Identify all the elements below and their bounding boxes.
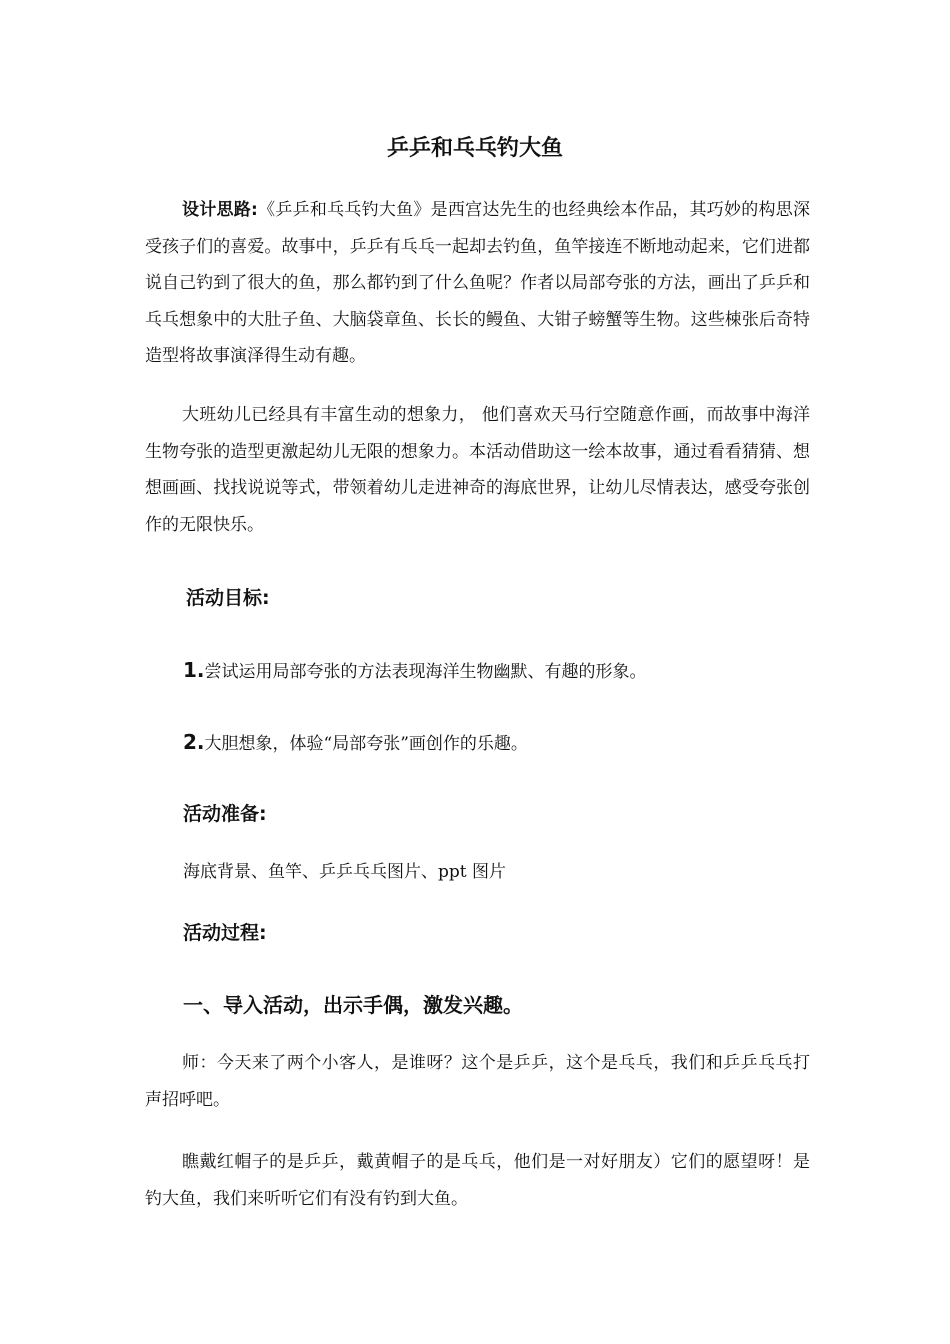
- goal-item: [183, 656, 647, 686]
- story-paragraph: 瞧戴红帽子的是乒乒，戴黄帽子的是乓乓，他们是一对好朋友）它们的愿望呀！是钓大鱼，我们来听听它们有没有钓到大鱼。: [145, 1152, 810, 1209]
- prep-text: 海底背景、鱼竿、乒乒乓乓图片、ppt 图片: [183, 862, 506, 882]
- design-text: 《乒乒和乓乓钓大鱼》是西宫达先生的也经典绘本作品，其巧妙的构思深受孩子们的喜爱。故事中，乒乒有乓乓一起却去钓鱼，鱼竿接连不断地动起来，它们进都说自己钓到了很大的鱼，那么都钓到了什么鱼呢？作者以局部夸张的方法，画出了乒乒和乓乓想象中的大肚子鱼、大脑袋章鱼、长长的鳗鱼、大钳子螃蟹等生物。这些梀张后奇特造型将故事演泽得生动有趣。: [145, 200, 810, 366]
- teacher-paragraph: 师：今天来了两个小客人，是谁呀？这个是乒乒，这个是乓乓，我们和乒乒乓乓打声招呼吧。: [145, 1053, 810, 1110]
- goal-item: [183, 728, 528, 758]
- goal-text: 尝试运用局部夸张的方法表现海洋生物幽默、有趣的形象。: [204, 662, 647, 682]
- process-heading: 活动过程:: [183, 922, 267, 944]
- goal-number: 2.: [183, 730, 205, 754]
- prep-heading: 活动准备:: [183, 803, 267, 825]
- design-paragraph: [145, 192, 810, 375]
- goals-heading: 活动目标:: [186, 587, 270, 609]
- goal-text: 大胆想象，体验“局部夸张”画创作的乐趣。: [204, 734, 528, 754]
- goal-number: 1.: [183, 658, 205, 682]
- step-one-heading: 一、导入活动，出示手偶，激发兴趣。: [183, 993, 523, 1017]
- design-lead: 设计思路:: [182, 200, 258, 220]
- document-title: 乒乒和乓乓钓大鱼: [386, 136, 563, 161]
- background-paragraph: 大班幼儿已经具有丰富生动的想象力， 他们喜欢天马行空随意作画，而故事中海洋生物夸张的造型更激起幼儿无限的想象力。本活动借助这一绘本故事，通过看看猜猜、想想画画、找找说说等式，带领着幼儿走进神奇的海底世界，让幼儿尽情表达，感受夸张创作的无限快乐。: [145, 405, 810, 535]
